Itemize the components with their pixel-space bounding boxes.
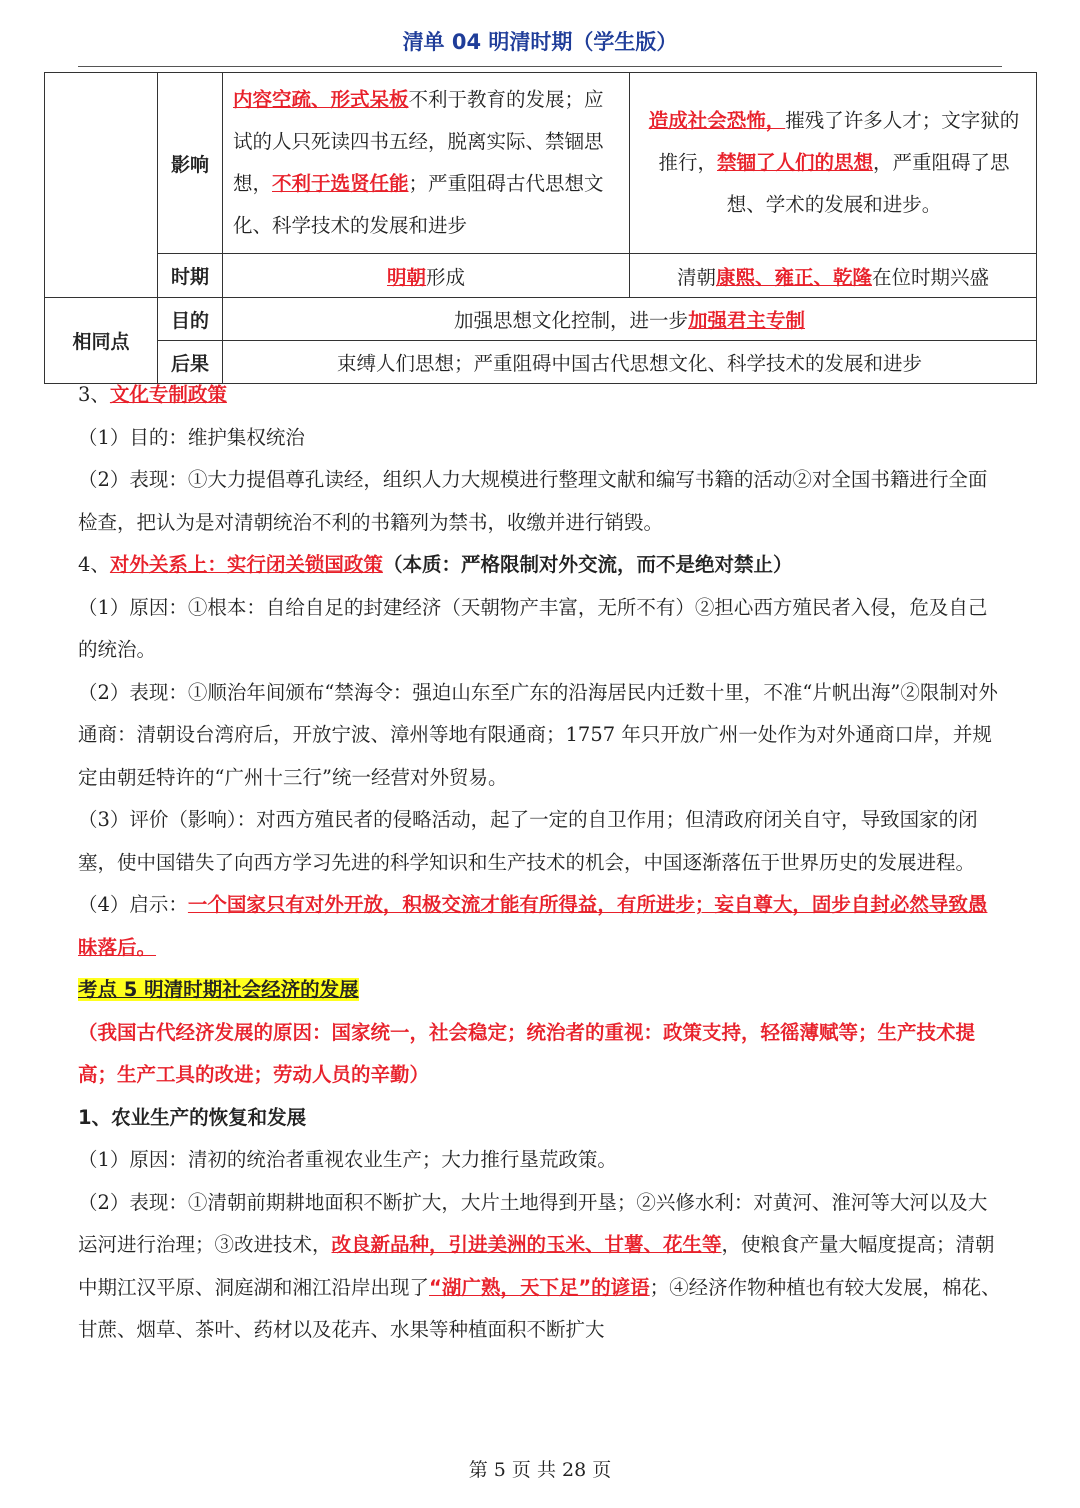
row-label-same: 相同点 [45,298,158,384]
key-point-5-heading [78,969,1006,1012]
inspiration-label: （4）启示： [78,893,188,916]
agri-keyword-2: “湖广熟，天下足”的谚语 [429,1275,650,1299]
period-left-keyword: 明朝 [386,265,426,289]
agri-text-c: ；④经济作物种植也有较大发展，棉花、甘蔗、烟草、茶叶、药材以及花卉、水果等种植面积不断扩大 [78,1275,1001,1341]
influence-right-text-2: ，严重阻碍了思想、学术的发展和进步。 [726,151,1010,216]
row-label-influence: 影响 [158,73,223,254]
comparison-table [44,72,1037,384]
paragraph-inspiration [78,884,1006,969]
paragraph-agriculture-performance [78,1182,1006,1352]
key-point-5-reason: （我国古代经济发展的原因：国家统一，社会稳定；统治者的重视：政策支持，轻徭薄赋等；生产技术提高；生产工具的改进；劳动人员的辛勤） [78,1020,976,1086]
influence-left-text-1: 不利于教育的发展；应试的人只死读四书五经，脱离实际、禁锢思想， [233,88,604,195]
section-4-heading [78,544,1006,587]
inspiration-text: 一个国家只有对外开放，积极交流才能有所得益，有所进步；妄自尊大，固步自封必然导致愚昧落后。 [78,893,988,959]
section-3-number: 3、 [78,383,110,406]
header-divider [78,66,1002,67]
table-row-influence [45,73,1037,254]
paragraph: （2）表现：①顺治年间颁布“禁海令：强迫山东至广东的沿海居民内迁数十里，不准“片帆出海”②限制对外通商：清朝设台湾府后，开放宁波、漳州等地有限通商；1757 年只开放广州一处作为对外通商口岸，并规定由朝廷特许的“广州十三行”统一经营对外贸易。 [78,680,998,789]
main-content [78,374,1006,1352]
period-right-cell [630,254,1037,298]
period-right-suffix: 在位时期兴盛 [872,265,990,289]
paragraph: （2）表现：①大力提倡尊孔读经，组织人力大规模进行整理文献和编写书籍的活动②对全国书籍进行全面检查，把认为是对清朝统治不利的书籍列为禁书，收缴并进行销毁。 [78,468,988,534]
purpose-keyword: 加强君主专制 [688,309,806,332]
influence-left-cell [223,73,630,254]
period-right-keyword: 康熙、雍正、乾隆 [715,265,872,289]
page-header-title: 清单 04 明清时期（学生版） [402,30,678,54]
influence-right-text-1: 摧残了许多人才；文字狱的推行， [658,109,1020,174]
paragraph: （3）评价（影响）：对西方殖民者的侵略活动，起了一定的自卫作用；但清政府闭关自守，导致国家的闭塞，使中国错失了向西方学习先进的科学知识和生产技术的机会，中国逐渐落伍于世界历史的发展进程。 [78,808,978,874]
table-row-period [45,254,1037,298]
agri-text-a: （2）表现：①清朝前期耕地面积不断扩大，大片土地得到开垦；②兴修水利：对黄河、淮河等大河以及大运河进行治理；③改进技术， [78,1190,988,1256]
influence-left-text-2: ；严重阻碍古代思想文化、科学技术的发展和进步 [233,172,604,237]
period-left-cell [223,254,630,298]
period-right-prefix: 清朝 [676,265,716,289]
section-3-heading [78,374,1006,417]
section-4-title: 对外关系上：实行闭关锁国政策 [109,553,383,576]
influence-right-keyword-1: 造成社会恐怖， [648,109,786,132]
section-3-title: 文化专制政策 [109,383,227,406]
row-label-purpose: 目的 [158,298,223,341]
period-left-text: 形成 [426,265,466,289]
section-4-number: 4、 [78,553,110,576]
agri-text-b: ，使粮食产量大幅度提高；清朝中期江汉平原、洞庭湖和湘江沿岸出现了 [78,1233,995,1299]
agri-keyword-1: 改良新品种，引进美洲的玉米、甘薯、花生等 [331,1233,722,1256]
key-point-5-title: 考点 5 明清时期社会经济的发展 [78,978,359,1001]
row-label-result: 后果 [158,341,223,384]
result-cell: 束缚人们思想；严重阻碍中国古代思想文化、科学技术的发展和进步 [223,341,1037,384]
influence-left-keyword-2: 不利于选贤任能 [272,172,409,195]
paragraph: （1）原因：清初的统治者重视农业生产；大力推行垦荒政策。 [78,1148,617,1171]
paragraph: （1）原因：①根本：自给自足的封建经济（天朝物产丰富，无所不有）②担心西方殖民者入侵，危及自己的统治。 [78,595,988,661]
agriculture-heading: 1、农业生产的恢复和发展 [78,1105,307,1129]
row-label-period: 时期 [158,254,223,298]
table-row-purpose [45,298,1037,341]
influence-right-cell [630,73,1037,254]
section-4-note: （本质：严格限制对外交流，而不是绝对禁止） [382,553,793,576]
purpose-cell [223,298,1037,341]
purpose-text: 加强思想文化控制，进一步 [453,309,688,332]
table-blank-cell [45,73,158,298]
paragraph: （1）目的：维护集权统治 [78,425,305,449]
influence-left-keyword-1: 内容空疏、形式呆板 [233,88,409,111]
page-footer: 第 5 页 共 28 页 [468,1459,612,1481]
influence-right-keyword-2: 禁锢了人们的思想 [716,151,873,174]
